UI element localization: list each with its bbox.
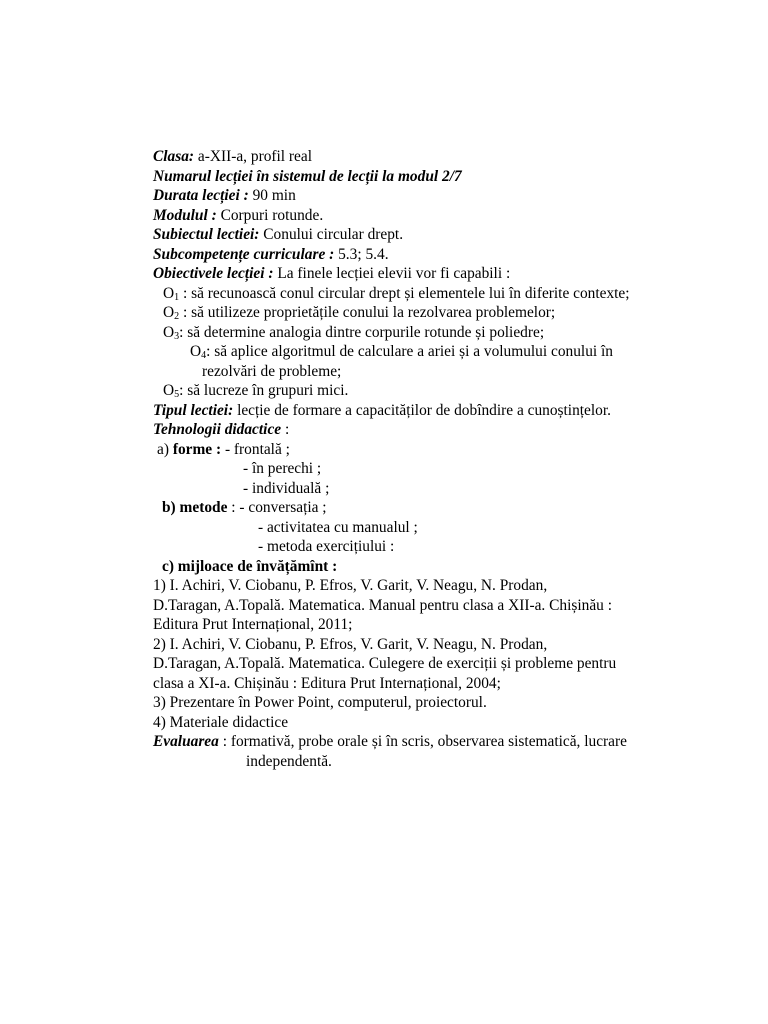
evaluarea-line (153, 732, 718, 752)
numarul-label: Numarul lecției în sistemul de lecții la modul 2/7 (153, 167, 462, 185)
obiectivele-line (153, 264, 718, 284)
tipul-value: lecție de formare a capacităților de dobîndire a cunoștințelor. (233, 401, 611, 419)
reference-3: 3) Prezentare în Power Point, computerul, proiectorul. (153, 694, 487, 711)
durata-line (153, 186, 718, 206)
subiectul-line (153, 225, 718, 245)
reference-1: 1) I. Achiri, V. Ciobanu, P. Efros, V. Garit, V. Neagu, N. Prodan, D.Taragan, A.Topală. Matematica. Manual pentru clasa a XII-a. Chișinău : Editura Prut Internațional, 2011; (153, 577, 612, 633)
forme-item-2: - în perechi ; (243, 460, 322, 477)
subcompetente-label: Subcompetențe curriculare : (153, 245, 335, 263)
subiectul-value: Conului circular drept. (259, 226, 404, 243)
modulul-line (153, 206, 718, 226)
evaluarea-label: Evaluarea (153, 733, 219, 750)
lesson-plan (153, 147, 718, 771)
evaluarea-continuation: independentă. (246, 752, 332, 770)
objective-5: $O_5$: să lucreze în grupuri mici. (163, 382, 349, 400)
metode-line: b) metode : - conversația ; (162, 499, 327, 516)
tehnologii-value: : (281, 421, 290, 438)
reference-2: 2) I. Achiri, V. Ciobanu, P. Efros, V. Garit, V. Neagu, N. Prodan, D.Taragan, A.Topală. Matematica. Culegere de exerciții și probleme pentru clasa a XI-a. Chișinău : Editura Prut Internațional, 2004; (153, 635, 617, 692)
metode-label: metode (179, 499, 228, 516)
reference-4: 4) Materiale didactice (153, 713, 289, 731)
mijloace-line (153, 557, 718, 577)
metode-item-2: - activitatea cu manualul ; (258, 518, 418, 536)
clasa-label: Clasa: (153, 148, 195, 165)
objective-2: $O_2$ : să utilizeze proprietățile conului la rezolvarea problemelor; (163, 304, 556, 322)
metode-item-3: - metoda exercițiului : (258, 538, 395, 555)
objective-4-continuation: rezolvări de probleme; (202, 362, 342, 380)
modulul-label: Modulul : (153, 206, 217, 224)
tipul-line (153, 401, 718, 421)
forme-line: a) forme : - frontală ; (157, 440, 290, 458)
forme-label: forme : (172, 440, 222, 458)
durata-label: Durata lecției : (153, 187, 249, 204)
metode-item: - conversația ; (239, 499, 327, 516)
modulul-value: Corpuri rotunde. (216, 206, 324, 224)
objective-4: $O_4$: să aplice algoritmul de calculare a ariei și a volumului conului în rezolvări de probleme; (153, 342, 718, 381)
tehnologii-line (153, 420, 718, 440)
subiectul-label: Subiectul lectiei: (153, 226, 260, 243)
subcompetente-line (153, 245, 718, 265)
obiectivele-value: La finele lecției elevii vor fi capabili : (273, 265, 511, 282)
numarul-line (153, 167, 718, 187)
tehnologii-label: Tehnologii didactice (153, 421, 282, 438)
subcompetente-value: 5.3; 5.4. (334, 245, 389, 263)
evaluarea-value: : formativă, probe orale și în scris, observarea sistematică, lucrare (218, 733, 627, 750)
durata-value: 90 min (248, 187, 296, 204)
mijloace-label: c) mijloace de învățămînt : (162, 557, 338, 575)
objective-1: $O_1$ : să recunoască conul circular drept și elementele lui în diferite contexte; (163, 284, 630, 303)
clasa-line (153, 147, 718, 167)
objective-3: $O_3$: să determine analogia dintre corpurile rotunde și poliedre; (163, 323, 545, 342)
obiectivele-label: Obiectivele lecției : (153, 265, 274, 282)
forme-item-3: - individuală ; (243, 479, 330, 497)
tipul-label: Tipul lectiei: (153, 401, 234, 419)
forme-item: - frontală ; (224, 440, 290, 458)
clasa-value: a-XII-a, profil real (194, 148, 312, 165)
